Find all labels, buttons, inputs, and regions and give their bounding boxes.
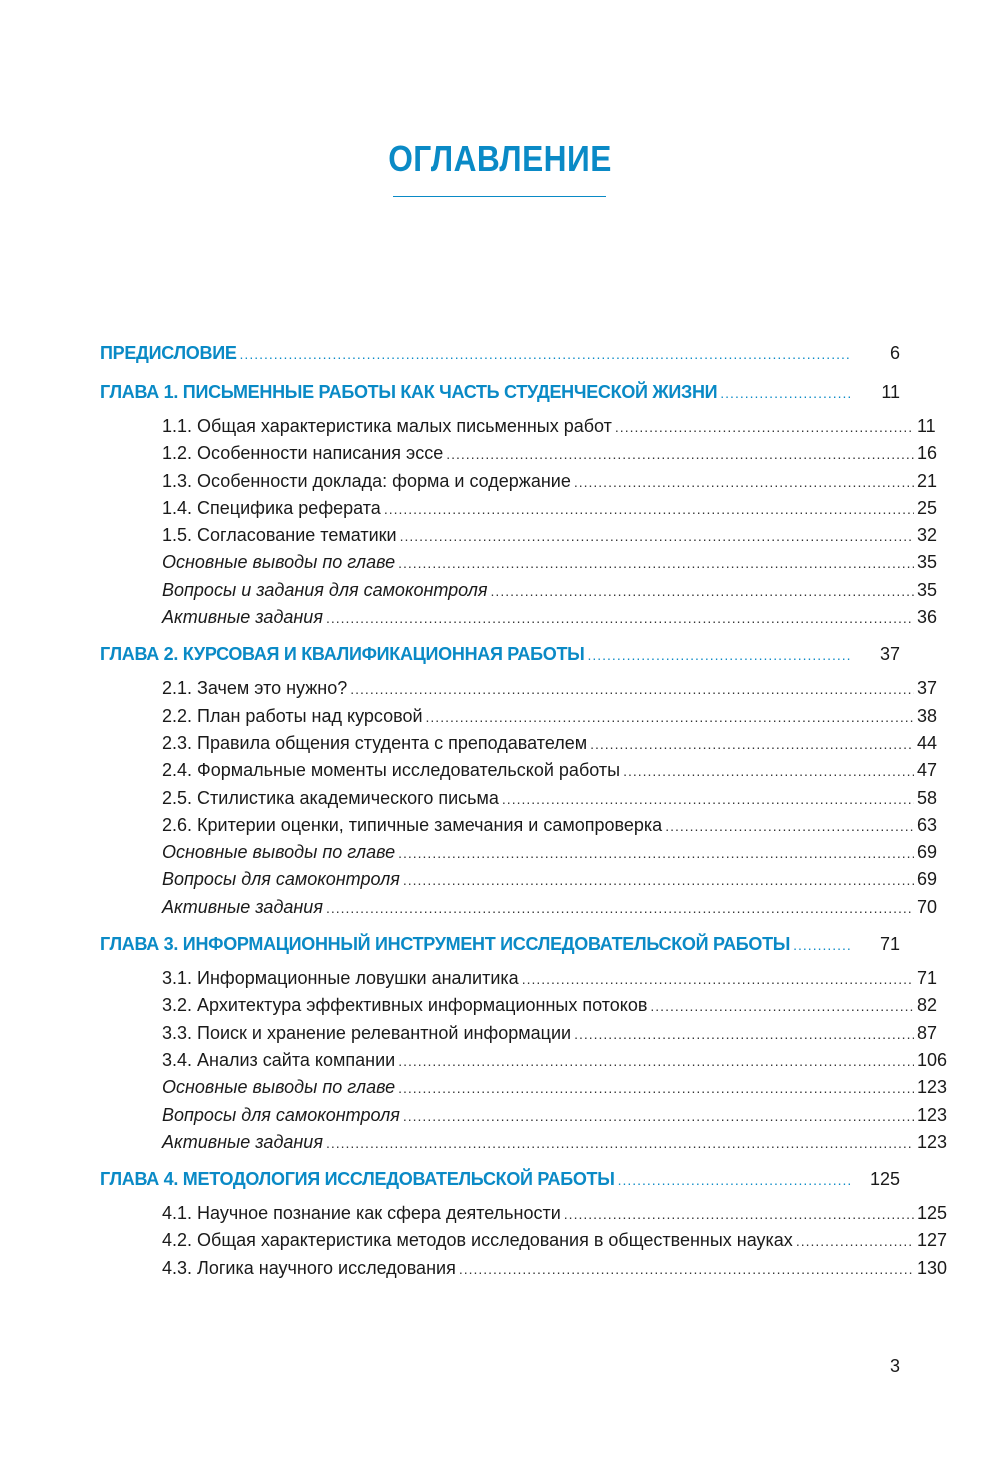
toc-entry-title: Основные выводы по главе — [162, 842, 396, 863]
toc-page-number: 87 — [917, 1022, 938, 1043]
toc-page-number: 37 — [879, 644, 900, 665]
toc-item[interactable] — [100, 468, 938, 495]
toc-item[interactable] — [100, 440, 938, 467]
leader-dots — [574, 469, 914, 496]
toc-page-number: 37 — [917, 678, 938, 699]
toc-item[interactable] — [100, 1047, 948, 1074]
toc-item[interactable] — [100, 495, 938, 522]
toc-page-number: 127 — [917, 1230, 948, 1251]
toc-page-number: 123 — [917, 1104, 948, 1125]
leader-dots — [384, 496, 914, 523]
toc-entry-title: 2.5. Стилистика академического письма — [162, 787, 499, 808]
toc-entry-title: 1.3. Особенности доклада: форма и содержание — [162, 470, 571, 491]
toc-page-number: 16 — [917, 443, 938, 464]
leader-dots — [623, 758, 914, 785]
leader-dots — [326, 1130, 914, 1157]
leader-dots — [793, 932, 852, 959]
toc-page-number: 36 — [917, 607, 938, 628]
toc-item[interactable] — [100, 785, 938, 812]
leader-dots — [564, 1201, 914, 1228]
leader-dots — [403, 867, 914, 894]
title-underline — [393, 196, 606, 197]
leader-dots — [618, 1167, 852, 1194]
table-of-contents — [100, 340, 948, 1282]
toc-entry-title: 3.1. Информационные ловушки аналитика — [162, 968, 519, 989]
toc-page-number: 6 — [889, 343, 900, 363]
toc-entry-title: Основные выводы по главе — [162, 1077, 396, 1098]
toc-entry-title: ГЛАВА 4. МЕТОДОЛОГИЯ ИССЛЕДОВАТЕЛЬСКОЙ РАБОТЫ — [100, 1169, 615, 1190]
toc-page-number: 38 — [917, 705, 938, 726]
toc-entry-title: 2.6. Критерии оценки, типичные замечания и самопроверка — [162, 814, 663, 835]
toc-item[interactable] — [100, 730, 938, 757]
toc-entry-title: 1.4. Специфика реферата — [162, 497, 381, 518]
leader-dots — [491, 578, 914, 605]
toc-item[interactable] — [100, 1129, 948, 1156]
toc-item[interactable] — [100, 604, 938, 631]
toc-item[interactable] — [100, 549, 938, 576]
leader-dots — [403, 1103, 914, 1130]
toc-entry-title: 4.3. Логика научного исследования — [162, 1257, 456, 1278]
toc-chapter-2[interactable] — [100, 641, 900, 670]
toc-item[interactable] — [100, 1227, 948, 1254]
toc-entry-title: Активные задания — [162, 1131, 323, 1152]
toc-item[interactable] — [100, 1074, 948, 1101]
leader-dots — [426, 704, 914, 731]
toc-item[interactable] — [100, 1200, 948, 1227]
toc-item[interactable] — [100, 1255, 948, 1282]
toc-item[interactable] — [100, 413, 936, 440]
toc-item[interactable] — [100, 1102, 948, 1129]
leader-dots — [665, 813, 914, 840]
toc-page-number: 63 — [917, 814, 938, 835]
toc-entry-title: 4.1. Научное познание как сфера деятельности — [162, 1203, 561, 1224]
leader-dots — [326, 605, 914, 632]
toc-page-number: 25 — [917, 497, 938, 518]
toc-page-number: 125 — [869, 1169, 900, 1190]
toc-entry-title: ПРЕДИСЛОВИЕ — [100, 343, 237, 363]
toc-page-number: 32 — [917, 525, 938, 546]
toc-page-number: 125 — [917, 1203, 948, 1224]
toc-entry-title: 4.2. Общая характеристика методов исследования в общественных науках — [162, 1230, 793, 1251]
leader-dots — [590, 731, 914, 758]
page-title: ОГЛАВЛЕНИЕ — [388, 138, 612, 179]
toc-item[interactable] — [100, 812, 938, 839]
leader-dots — [398, 550, 914, 577]
toc-entry-title: 1.2. Особенности написания эссе — [162, 443, 444, 464]
toc-entry-title: Вопросы и задания для самоконтроля — [162, 579, 488, 600]
leader-dots — [398, 840, 914, 867]
toc-entry-title: 1.1. Общая характеристика малых письменных работ — [162, 416, 612, 436]
toc-entry-title: Активные задания — [162, 896, 323, 917]
leader-dots — [720, 380, 852, 407]
leader-dots — [400, 523, 914, 550]
leader-dots — [398, 1075, 914, 1102]
toc-item[interactable] — [100, 839, 938, 866]
toc-item[interactable] — [100, 703, 938, 730]
toc-page-number: 11 — [881, 382, 900, 402]
page-number: 3 — [889, 1356, 900, 1376]
toc-entry-title: 1.5. Согласование тематики — [162, 525, 397, 546]
toc-page-number: 71 — [917, 968, 938, 989]
toc-page-number: 82 — [917, 995, 938, 1016]
toc-page-number: 69 — [917, 842, 938, 863]
leader-dots — [240, 341, 852, 368]
toc-page-number: 11 — [917, 416, 936, 436]
toc-entry-title: 3.3. Поиск и хранение релевантной информации — [162, 1022, 572, 1043]
toc-entry-title: ГЛАВА 3. ИНФОРМАЦИОННЫЙ ИНСТРУМЕНТ ИССЛЕДОВАТЕЛЬСКОЙ РАБОТЫ — [100, 934, 791, 955]
toc-page-number: 21 — [917, 470, 938, 491]
leader-dots — [326, 895, 914, 922]
toc-chapter-1[interactable] — [100, 379, 900, 408]
toc-item[interactable] — [100, 675, 938, 702]
toc-entry-title: ГЛАВА 2. КУРСОВАЯ И КВАЛИФИКАЦИОННАЯ РАБОТЫ — [100, 644, 585, 665]
toc-item[interactable] — [100, 992, 938, 1019]
toc-entry-title: 3.2. Архитектура эффективных информационных потоков — [162, 995, 648, 1016]
toc-page-number: 69 — [917, 869, 938, 890]
toc-entry-title: Вопросы для самоконтроля — [162, 1104, 400, 1125]
toc-item[interactable] — [100, 522, 938, 549]
toc-page-number: 70 — [917, 896, 938, 917]
toc-preface[interactable] — [100, 340, 900, 369]
leader-dots — [796, 1228, 914, 1255]
toc-entry-title: Вопросы для самоконтроля — [162, 869, 400, 890]
leader-dots — [398, 1048, 914, 1075]
toc-page-number: 71 — [879, 934, 900, 955]
toc-page-number: 130 — [917, 1257, 948, 1278]
leader-dots — [615, 414, 914, 441]
toc-entry-title: 2.3. Правила общения студента с преподавателем — [162, 732, 588, 753]
toc-entry-title: 2.2. План работы над курсовой — [162, 705, 423, 726]
toc-item[interactable] — [100, 757, 938, 784]
toc-page-number: 44 — [917, 732, 938, 753]
leader-dots — [522, 966, 914, 993]
toc-page-number: 58 — [917, 787, 938, 808]
leader-dots — [574, 1021, 914, 1048]
toc-page-number: 35 — [917, 579, 938, 600]
toc-entry-title: Активные задания — [162, 607, 323, 628]
toc-entry-title: ГЛАВА 1. ПИСЬМЕННЫЕ РАБОТЫ КАК ЧАСТЬ СТУДЕНЧЕСКОЙ ЖИЗНИ — [100, 382, 718, 402]
leader-dots — [350, 676, 914, 703]
toc-chapter-3[interactable] — [100, 931, 900, 960]
toc-item[interactable] — [100, 894, 938, 921]
toc-item[interactable] — [100, 1020, 938, 1047]
leader-dots — [650, 993, 914, 1020]
toc-entry-title: Основные выводы по главе — [162, 552, 396, 573]
toc-entry-title: 2.1. Зачем это нужно? — [162, 678, 348, 699]
toc-entry-title: 3.4. Анализ сайта компании — [162, 1049, 396, 1070]
toc-item[interactable] — [100, 866, 938, 893]
toc-page-number: 35 — [917, 552, 938, 573]
toc-chapter-4[interactable] — [100, 1166, 900, 1195]
toc-page-number: 106 — [917, 1049, 948, 1070]
toc-item[interactable] — [100, 965, 938, 992]
leader-dots — [446, 441, 914, 468]
leader-dots — [587, 642, 852, 669]
toc-page-number: 47 — [917, 760, 938, 781]
toc-item[interactable] — [100, 577, 938, 604]
toc-entry-title: 2.4. Формальные моменты исследовательской работы — [162, 760, 621, 781]
leader-dots — [459, 1256, 914, 1283]
toc-page-number: 123 — [917, 1131, 948, 1152]
toc-page-number: 123 — [917, 1077, 948, 1098]
leader-dots — [502, 786, 914, 813]
